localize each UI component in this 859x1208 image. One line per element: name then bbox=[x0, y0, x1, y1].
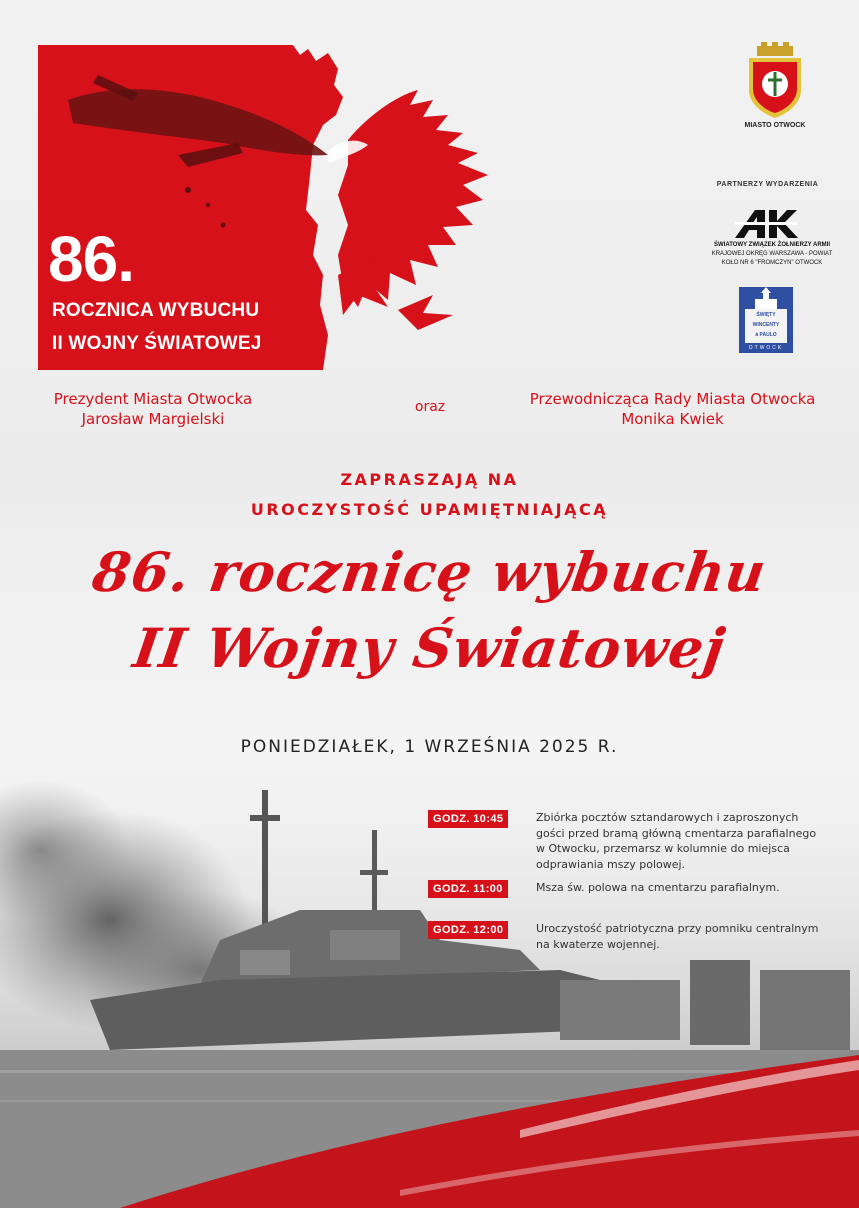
agenda-item bbox=[428, 810, 828, 870]
ak-text-line3: KOŁO NR 6 "FROMCZYN" OTWOCK bbox=[721, 260, 823, 266]
emblem-title-line1: ROCZNICA WYBUCHU bbox=[52, 300, 260, 321]
parish-line3: à PAULO bbox=[755, 332, 777, 338]
host-right-name: Monika Kwiek bbox=[621, 410, 724, 428]
crest-shield-icon bbox=[735, 42, 815, 120]
crest-label: MIASTO OTWOCK bbox=[744, 122, 806, 129]
parish-line1: ŚWIĘTY bbox=[756, 312, 776, 318]
agenda-item bbox=[428, 921, 828, 953]
agenda-time: GODZ. 12:00 bbox=[428, 921, 508, 939]
host-conjunction: oraz bbox=[414, 399, 446, 415]
event-date: PONIEDZIAŁEK, 1 WRZEŚNIA 2025 R. bbox=[240, 737, 619, 757]
host-right bbox=[505, 389, 840, 429]
anniversary-number: 86. bbox=[48, 223, 134, 295]
parish-line2: WINCENTY bbox=[752, 322, 780, 328]
agenda-time: GODZ. 11:00 bbox=[428, 880, 508, 898]
host-left-name: Jarosław Margielski bbox=[81, 410, 225, 428]
host-left-role: Prezydent Miasta Otwocka bbox=[53, 390, 253, 408]
parish-city: OTWOCK bbox=[748, 345, 784, 351]
agenda-item bbox=[428, 880, 828, 900]
parish-logo-panel bbox=[745, 309, 787, 343]
agenda-description: Zbiórka pocztów sztandarowych i zaproszonych gości przed bramą główną cmentarza parafialnego w Otwocku, przemarsz w kolumnie do miejsca odprawiania mszy polowej. bbox=[536, 811, 817, 871]
ak-logo bbox=[733, 208, 801, 244]
agenda-time: GODZ. 10:45 bbox=[428, 810, 508, 828]
headline-line1: 86. rocznicę wybuchu bbox=[88, 540, 771, 604]
invitation-line1: ZAPRASZAJĄ NA bbox=[340, 470, 519, 489]
emblem-title-line2: II WOJNY ŚWIATOWEJ bbox=[52, 333, 262, 354]
parish-logo bbox=[739, 287, 793, 353]
invitation-line2: UROCZYSTOŚĆ UPAMIĘTNIAJĄCĄ bbox=[250, 500, 609, 519]
ak-text-line1: ŚWIATOWY ZWIĄZEK ŻOŁNIERZY ARMII bbox=[714, 242, 830, 248]
headline-line2: II Wojny Światowej bbox=[129, 616, 730, 680]
church-icon bbox=[739, 287, 793, 311]
agenda-description: Uroczystość patriotyczna przy pomniku centralnym na kwaterze wojennej. bbox=[536, 922, 819, 951]
anniversary-emblem bbox=[38, 45, 493, 370]
partners-heading: PARTNERZY WYDARZENIA bbox=[716, 181, 819, 188]
host-right-role: Przewodnicząca Rady Miasta Otwocka bbox=[529, 390, 816, 408]
city-crest bbox=[735, 42, 815, 124]
ak-text-line2: KRAJOWEJ OKRĘG WARSZAWA - POWIAT bbox=[711, 251, 833, 257]
agenda-description: Msza św. polowa na cmentarzu parafialnym. bbox=[536, 881, 780, 894]
host-left bbox=[28, 389, 278, 429]
ak-anchor-icon bbox=[733, 208, 801, 240]
